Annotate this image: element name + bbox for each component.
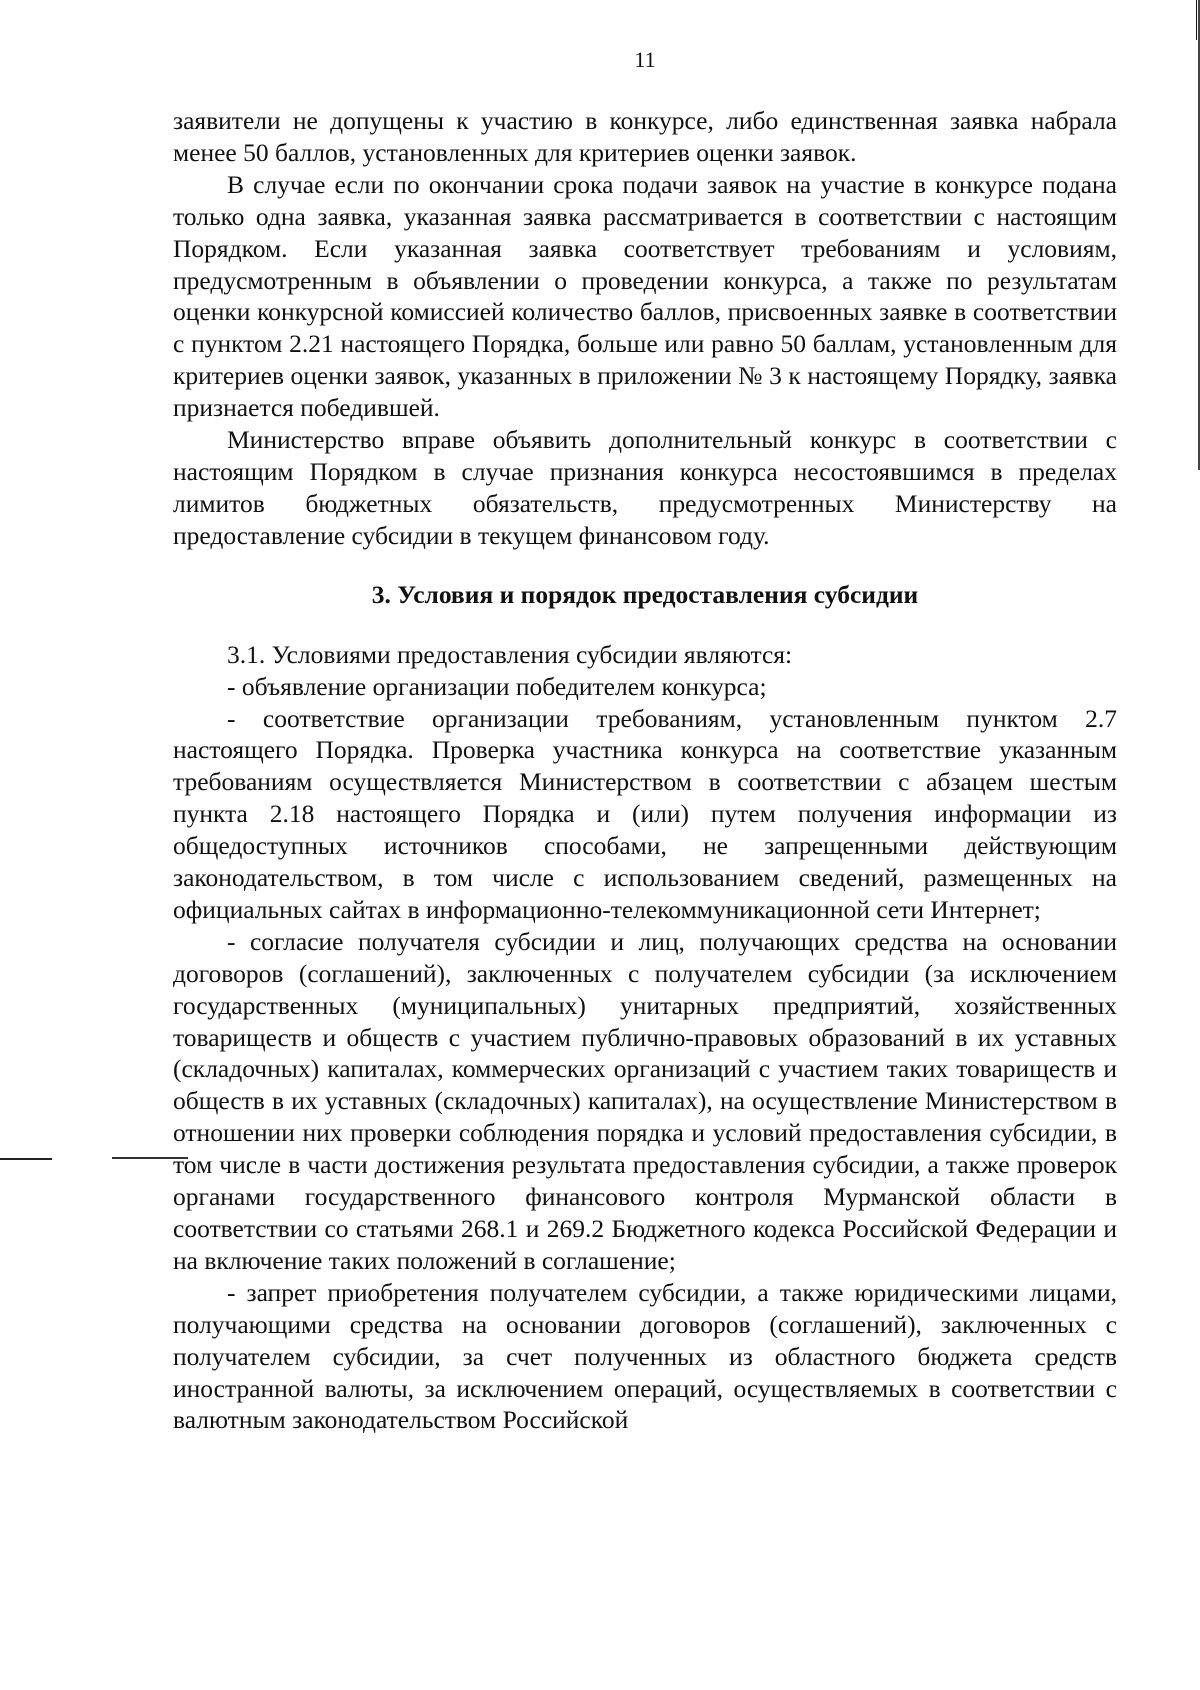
paragraph: В случае если по окончании срока подачи заявок на участие в конкурсе подана только одна заявка, указанная заявка рассматривается в соответствии с настоящим Порядком. Если указанная заявка соответствует требованиям и условиям, предусмотренным в объявлении о проведении конкурса, а также по результатам оценки конкурсной комиссией количество баллов, присвоенных заявке в соответствии с пунктом 2.21 настоящего Порядка, больше или равно 50 баллам, установленным для критериев оценки заявок, указанных в приложении № 3 к настоящему Порядку, заявка признается победившей. (173, 169, 1117, 423)
scan-margin-line (0, 1158, 52, 1160)
paragraph: заявители не допущены к участию в конкурсе, либо единственная заявка набрала менее 50 баллов, установленных для критериев оценки заявок. (173, 106, 1117, 167)
paragraph: 3.1. Условиями предоставления субсидии являются: (227, 639, 793, 669)
list-item: - соответствие организации требованиям, установленным пунктом 2.7 настоящего Порядка. Проверка участника конкурса на соответствие указанным требованиям осуществляется Министерством в соответствии с абзацем шестым пункта 2.18 настоящего Порядка и (или) путем получения информации из общедоступных источников способами, не запрещенными действующим законодательством, в том числе с использованием сведений, размещенных на официальных сайтах в информационно-телекоммуникационной сети Интернет; (173, 703, 1117, 924)
paragraph: Министерство вправе объявить дополнительный конкурс в соответствии с настоящим Порядком в случае признания конкурса несостоявшимся в пределах лимитов бюджетных обязательств, предусмотренных Министерству на предоставление субсидии в текущем финансовом году. (173, 425, 1117, 550)
list-item: - запрет приобретения получателем субсидии, а также юридическими лицами, получающими средства на основании договоров (соглашений), заключенных с получателем субсидии, за счет полученных из областного бюджета средств иностранной валюты, за исключением операций, осуществляемых в соответствии с валютным законодательством Российской (173, 1277, 1117, 1435)
page-number: 11 (634, 47, 656, 72)
list-item: - объявление организации победителем конкурса; (227, 671, 767, 701)
document-body (173, 105, 1117, 1436)
scan-edge-mark (1196, 0, 1197, 40)
list-item: - согласие получателя субсидии и лиц, получающих средства на основании договоров (соглашений), заключенных с получателем субсидии (за исключением государственных (муниципальных) унитарных предприятий, хозяйственных товариществ и обществ с участием публично-правовых образований в их уставных (складочных) капиталах, коммерческих организаций с участием таких товариществ и обществ в их уставных (складочных) капиталах), на осуществление Министерством в отношении них проверки соблюдения порядка и условий предоставления субсидии, в том числе в части достижения результата предоставления субсидии, а также проверок органами государственного финансового контроля Мурманской области в соответствии со статьями 268.1 и 269.2 Бюджетного кодекса Российской Федерации и на включение таких положений в соглашение; (173, 926, 1117, 1275)
section-heading: 3. Условия и порядок предоставления субсидии (371, 579, 919, 609)
